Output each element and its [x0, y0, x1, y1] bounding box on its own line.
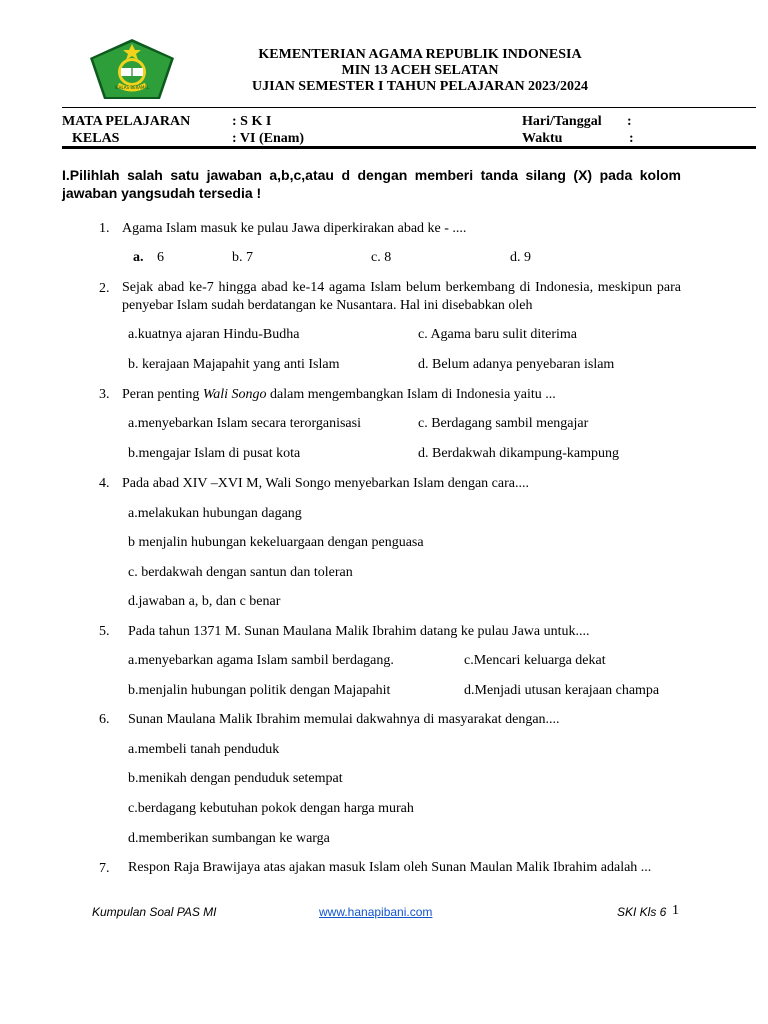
- question-text: Sunan Maulana Malik Ibrahim memulai dakwahnya di masyarakat dengan....: [128, 712, 560, 727]
- question-number: 7.: [99, 861, 110, 876]
- footer-left: Kumpulan Soal PAS MI: [92, 905, 217, 919]
- option-c: c. Berdagang sambil mengajar: [418, 416, 589, 431]
- option-b: b menjalin hubungan kekeluargaan dengan penguasa: [128, 535, 424, 550]
- option-b: b.menjalin hubungan politik dengan Majapahit: [128, 683, 391, 698]
- footer-link[interactable]: www.hanapibani.com: [319, 905, 433, 919]
- question-text: Agama Islam masuk ke pulau Jawa diperkirakan abad ke - ....: [122, 221, 467, 236]
- option-b: b. 7: [232, 250, 253, 265]
- question-number: 1.: [99, 221, 110, 236]
- option-c: c. berdakwah dengan santun dan toleran: [128, 565, 353, 580]
- question-text: Sejak abad ke-7 hingga abad ke-14 agama Islam belum berkembang di Indonesia, meskipun para penyebar Islam sudah berdatangan ke Nusantara. Hal ini disebabkan oleh: [122, 280, 681, 313]
- option-a: a.membeli tanah penduduk: [128, 742, 280, 757]
- option-d: d.Menjadi utusan kerajaan champa: [464, 683, 660, 698]
- day-label: Hari/Tanggal: [522, 114, 602, 129]
- question-text: Respon Raja Brawijaya atas ajakan masuk Islam oleh Sunan Maulan Malik Ibrahim adalah ...: [128, 860, 652, 875]
- option-a: 6: [157, 250, 164, 265]
- kemenag-logo-icon: [88, 38, 176, 100]
- question-number: 6.: [99, 712, 110, 727]
- option-d: d. Belum adanya penyebaran islam: [418, 357, 615, 372]
- option-a: a.kuatnya ajaran Hindu-Budha: [128, 327, 300, 342]
- question-text-italic: Wali Songo: [202, 387, 267, 402]
- header-school: MIN 13 ACEH SELATAN: [341, 63, 499, 78]
- day-colon: :: [627, 114, 632, 129]
- page-number: 1: [672, 903, 679, 918]
- time-label: Waktu: [522, 131, 563, 146]
- option-c: c.berdagang kebutuhan pokok dengan harga murah: [128, 801, 414, 816]
- footer-right: SKI Kls 6: [617, 905, 667, 919]
- option-d: d.jawaban a, b, dan c benar: [128, 594, 281, 609]
- option-c: c. 8: [371, 250, 392, 265]
- option-a: a.menyebarkan Islam secara terorganisasi: [128, 416, 361, 431]
- time-colon: :: [629, 131, 634, 146]
- class-label: KELAS: [72, 131, 120, 146]
- header-rule-top: [62, 107, 756, 108]
- question-text: Peran penting Wali Songo dalam mengembangkan Islam di Indonesia yaitu ...: [122, 387, 556, 402]
- option-d: d. 9: [510, 250, 531, 265]
- svg-text:IKHLAS BERAMAL: IKHLAS BERAMAL: [114, 85, 150, 90]
- header-rule-bottom: [62, 146, 756, 149]
- option-b: b.mengajar Islam di pusat kota: [128, 446, 301, 461]
- subject-value: : S K I: [232, 114, 272, 129]
- question-number: 2.: [99, 281, 110, 296]
- question-number: 5.: [99, 624, 110, 639]
- instruction-text: I.Pilihlah salah satu jawaban a,b,c,atau d dengan memberi tanda silang (X) pada kolom jawaban yangsudah tersedia !: [62, 167, 681, 201]
- question-number: 3.: [99, 387, 110, 402]
- option-a: a.menyebarkan agama Islam sambil berdagang.: [128, 653, 394, 668]
- header-ministry: KEMENTERIAN AGAMA REPUBLIK INDONESIA: [258, 47, 582, 62]
- option-d: d.memberikan sumbangan ke warga: [128, 831, 330, 846]
- option-c: c. Agama baru sulit diterima: [418, 327, 578, 342]
- option-a-label: a.: [133, 250, 144, 265]
- option-a: a.melakukan hubungan dagang: [128, 506, 302, 521]
- subject-label: MATA PELAJARAN: [62, 114, 191, 129]
- option-c: c.Mencari keluarga dekat: [464, 653, 606, 668]
- option-b: b. kerajaan Majapahit yang anti Islam: [128, 357, 340, 372]
- class-value: : VI (Enam): [232, 131, 305, 146]
- option-b: b.menikah dengan penduduk setempat: [128, 771, 343, 786]
- question-number: 4.: [99, 476, 110, 491]
- question-text: Pada abad XIV –XVI M, Wali Songo menyebarkan Islam dengan cara....: [122, 476, 529, 491]
- question-text: Pada tahun 1371 M. Sunan Maulana Malik Ibrahim datang ke pulau Jawa untuk....: [128, 624, 590, 639]
- header-exam: UJIAN SEMESTER I TAHUN PELAJARAN 2023/2024: [252, 79, 588, 94]
- option-d: d. Berdakwah dikampung-kampung: [418, 446, 620, 461]
